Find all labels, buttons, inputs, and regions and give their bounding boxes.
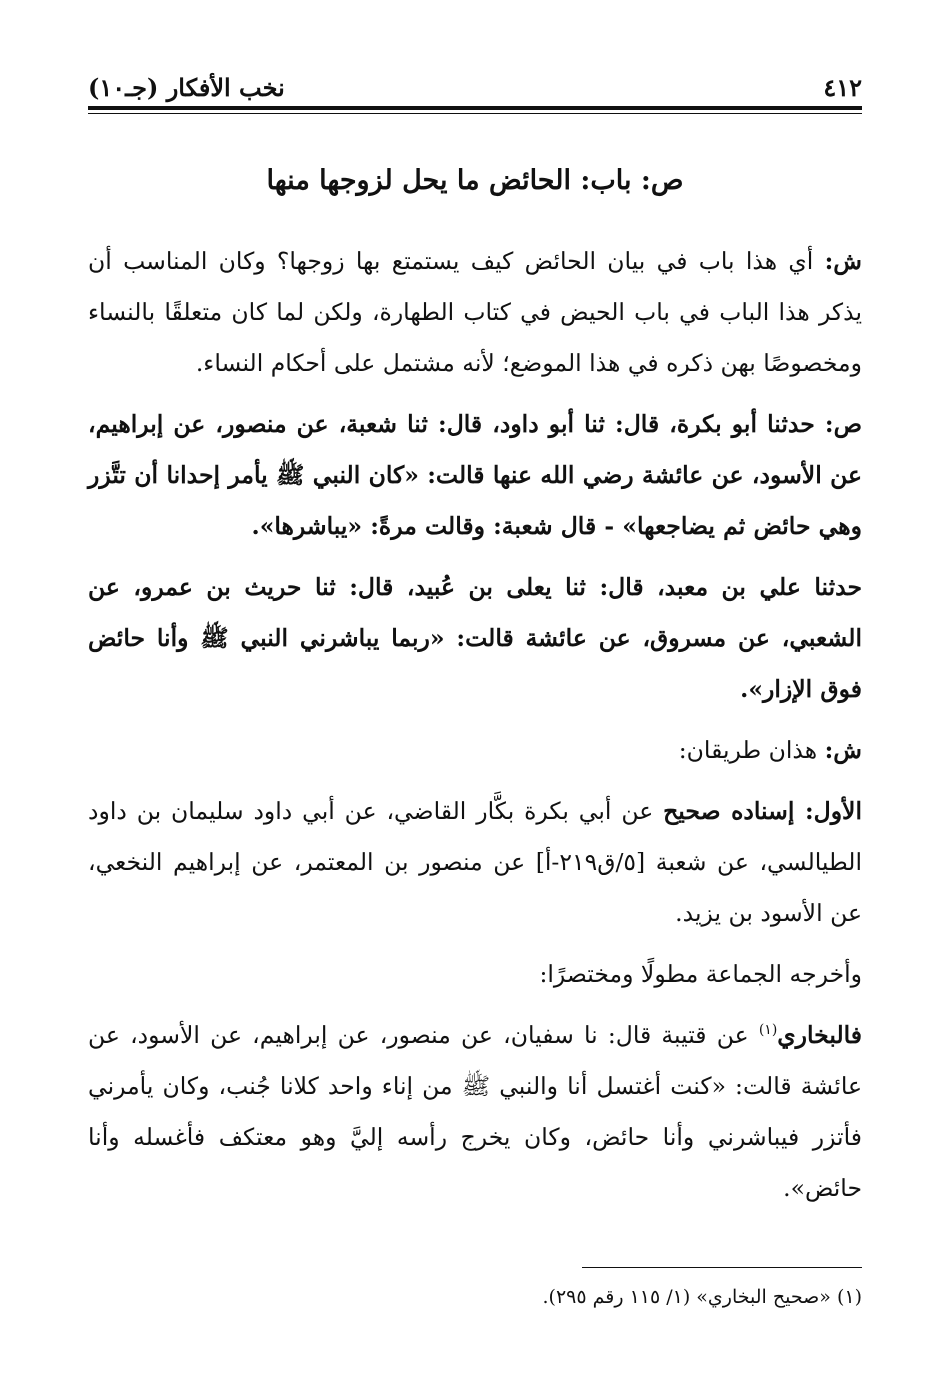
book-title: نخب الأفكار (جـ١٠) [88, 73, 285, 102]
paragraph-marker: ش: [824, 247, 862, 275]
paragraph-text: وأخرجه الجماعة مطولًا ومختصرًا: [539, 960, 862, 988]
paragraph-text: عن قتيبة قال: نا سفيان، عن منصور، عن إبراهيم، عن الأسود، عن عائشة قالت: «كنت أغتسل أنا والنبي ﷺ من إناء واحد كلانا جُنب، وكان يأمرني فأتزر فيباشرني وأنا حائض، وكان يخرج رأسه إليَّ وهو معتكف فأغسله وأنا حائض». [88, 1021, 862, 1202]
paragraph-marker: ش: [824, 736, 862, 764]
paragraph-marker: الأول: إسناده صحيح [663, 797, 862, 825]
footnote-rule [582, 1267, 862, 1268]
paragraph-2 [88, 399, 862, 552]
paragraph-marker: ص: [824, 410, 862, 438]
paragraph-text: عن أبي بكرة بكَّار القاضي، عن أبي داود سليمان بن داود الطيالسي، عن شعبة [٥/ق٢١٩-أ] عن منصور بن المعتمر، عن إبراهيم النخعي، عن الأسود بن يزيد. [88, 797, 862, 927]
paragraph-4 [88, 725, 862, 776]
page-number: ٤١٢ [823, 73, 862, 102]
footnote-reference[interactable]: (١) [758, 1022, 778, 1039]
body-text [88, 236, 862, 1224]
paragraph-marker: فالبخاري [777, 1021, 862, 1049]
header-rule [88, 106, 862, 110]
paragraph-6 [88, 949, 862, 1000]
header-rule-thin [88, 113, 862, 114]
paragraph-5 [88, 786, 862, 939]
paragraph-text: حدثنا علي بن معبد، قال: ثنا يعلى بن عُبيد، قال: ثنا حريث بن عمرو، عن الشعبي، عن مسروق، عن عائشة قالت: «ربما يباشرني النبي ﷺ وأنا حائض فوق الإزار». [88, 573, 862, 703]
paragraph-text: حدثنا أبو بكرة، قال: ثنا أبو داود، قال: ثنا شعبة، عن منصور، عن إبراهيم، عن الأسود، عن عائشة رضي الله عنها قالت: «كان النبي ﷺ يأمر إحدانا أن تتَّزر وهي حائض ثم يضاجعها» - قال شعبة: وقالت مرةً: «يباشرها». [88, 410, 862, 540]
footnote: (١) «صحيح البخاري» (١/ ١١٥ رقم ٢٩٥). [542, 1286, 862, 1308]
running-header [88, 58, 862, 102]
chapter-heading: ص: باب: الحائض ما يحل لزوجها منها [266, 165, 684, 196]
paragraph-7 [88, 1010, 862, 1214]
paragraph-1 [88, 236, 862, 389]
paragraph-text: هذان طريقان: [678, 736, 825, 764]
paragraph-3 [88, 562, 862, 715]
paragraph-text: أي هذا باب في بيان الحائض كيف يستمتع بها زوجها؟ وكان المناسب أن يذكر هذا الباب في باب الحيض في كتاب الطهارة، ولكن لما كان متعلقًا بالنساء ومخصوصًا بهن ذكره في هذا الموضع؛ لأنه مشتمل على أحكام النساء. [88, 247, 862, 377]
